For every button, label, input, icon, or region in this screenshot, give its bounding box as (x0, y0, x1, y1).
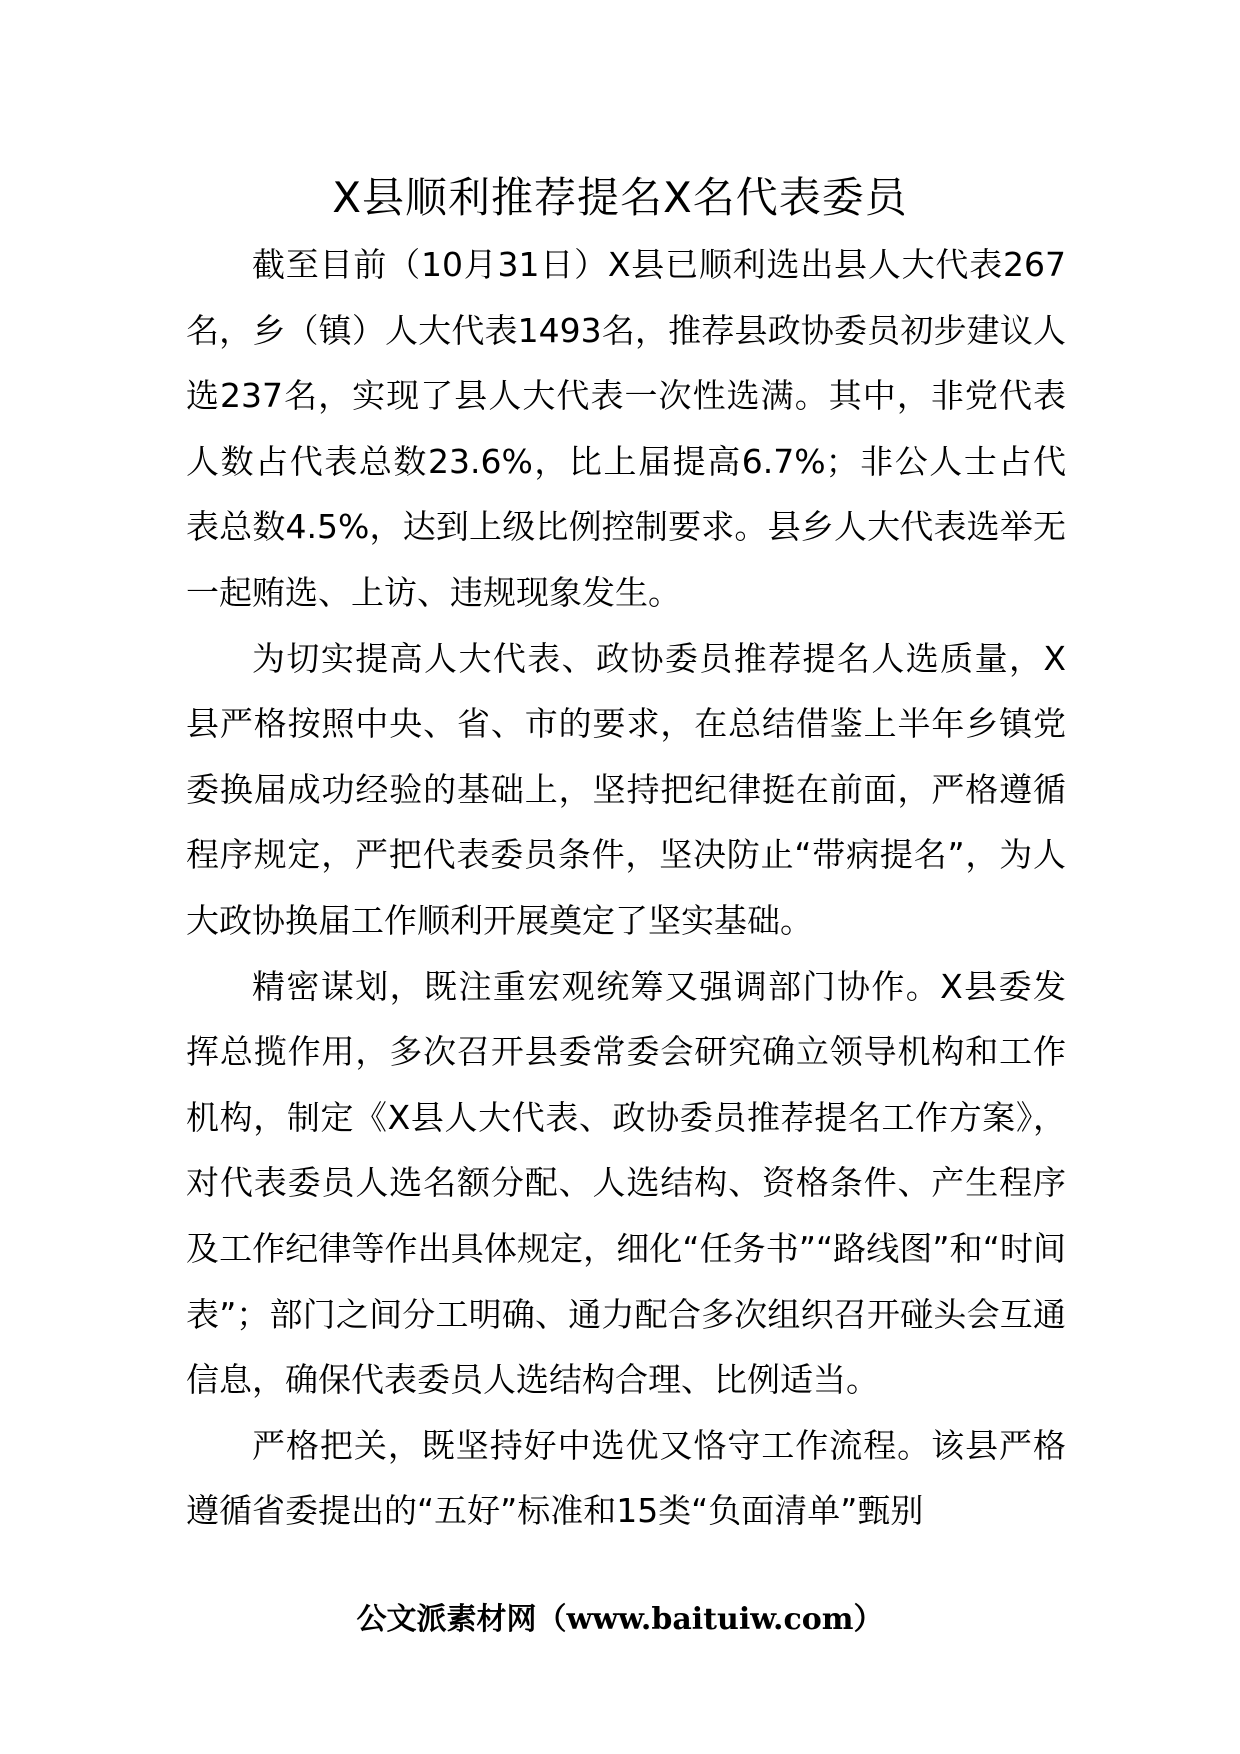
paragraph-quality-improvement: 为切实提高人大代表、政协委员推荐提名人选质量，X县严格按照中央、省、市的要求，在总结借鉴上半年乡镇党委换届成功经验的基础上，坚持把纪律挺在前面，严格遵循程序规定，严把代表委员条件，坚决防止“带病提名”，为人大政协换届工作顺利开展奠定了坚实基础。 (186, 638, 1066, 940)
footer-watermark: 公文派素材网（www.baituiw.com） (356, 1602, 884, 1637)
paragraph-strict-review: 严格把关，既坚持好中选优又恪守工作流程。该县严格遵循省委提出的“五好”标准和15类“负面清单”甄别 (186, 1425, 1066, 1531)
paragraph-careful-planning: 精密谋划，既注重宏观统筹又强调部门协作。X县委发挥总揽作用，多次召开县委常委会研究确立领导机构和工作机构，制定《X县人大代表、政协委员推荐提名工作方案》，对代表委员人选名额分配、人选结构、资格条件、产生程序及工作纪律等作出具体规定，细化“任务书”“路线图”和“时间表”；部门之间分工明确、通力配合多次组织召开碰头会互通信息，确保代表委员人选结构合理、比例适当。 (186, 966, 1066, 1400)
paragraph-election-results: 截至目前（10月31日）X县已顺利选出县人大代表267名，乡（镇）人大代表1493名，推荐县政协委员初步建议人选237名，实现了县人大代表一次性选满。其中，非党代表人数占代表总数23.6%，比上届提高6.7%；非公人士占代表总数4.5%，达到上级比例控制要求。县乡人大代表选举无一起贿选、上访、违规现象发生。 (186, 245, 1066, 612)
document-title: X县顺利推荐提名X名代表委员 (332, 173, 908, 222)
document-body (186, 232, 1066, 1544)
